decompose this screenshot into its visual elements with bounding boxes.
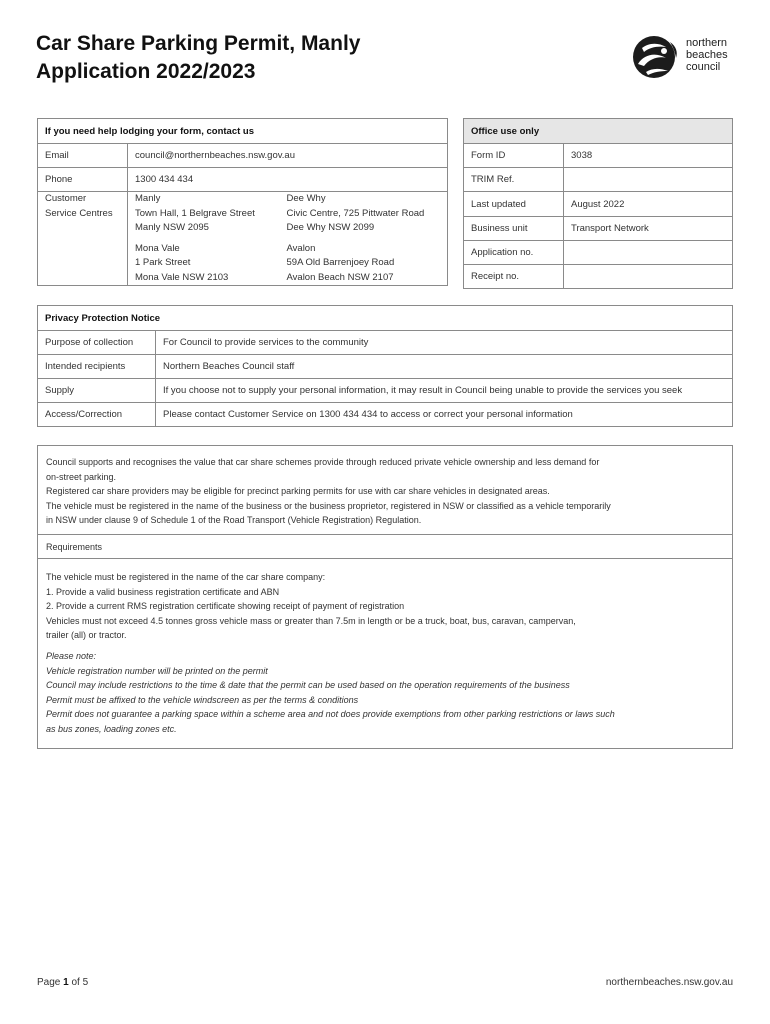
- title-line-1: Car Share Parking Permit, Manly: [36, 32, 361, 55]
- office-heading: Office use only: [464, 119, 733, 144]
- office-row: [464, 144, 733, 168]
- privacy-table: [37, 305, 733, 427]
- office-value: August 2022: [564, 192, 733, 217]
- information-box: [37, 445, 733, 749]
- logo-wordmark: [686, 37, 728, 73]
- centre-dee-why: Dee Why Civic Centre, 725 Pittwater Road Dee Why NSW 2099: [286, 193, 425, 233]
- privacy-heading: Privacy Protection Notice: [38, 306, 733, 331]
- contact-table: [37, 118, 448, 286]
- council-emblem-icon: [630, 34, 682, 80]
- centres-col-1: [128, 192, 280, 286]
- privacy-value: For Council to provide services to the community: [156, 331, 733, 355]
- office-value[interactable]: [564, 265, 733, 289]
- office-row: [464, 192, 733, 217]
- centre-avalon: Avalon 59A Old Barrenjoey Road Avalon Beach NSW 2107: [286, 242, 395, 283]
- office-value: Transport Network: [564, 217, 733, 241]
- logo-line-3: council: [686, 61, 721, 73]
- privacy-row: [38, 331, 733, 355]
- title-line-2: Application 2022/2023: [36, 60, 256, 83]
- current-page: 1: [63, 977, 69, 988]
- privacy-label: Purpose of collection: [38, 331, 156, 355]
- office-row: [464, 265, 733, 289]
- phone-label: Phone: [38, 168, 128, 192]
- office-row: [464, 168, 733, 192]
- centres-label: Customer Service Centres: [38, 192, 128, 286]
- council-logo: [630, 34, 736, 80]
- email-label: Email: [38, 144, 128, 168]
- privacy-label: Supply: [38, 379, 156, 403]
- page-title: [36, 30, 360, 86]
- requirements-heading: Requirements: [38, 534, 732, 559]
- privacy-value: Please contact Customer Service on 1300 434 434 to access or correct your personal information: [156, 403, 733, 427]
- office-value[interactable]: [564, 241, 733, 265]
- privacy-label: Access/Correction: [38, 403, 156, 427]
- office-use-table: [463, 118, 733, 289]
- office-label: Business unit: [464, 217, 564, 241]
- email-value[interactable]: council@northernbeaches.nsw.gov.au: [128, 144, 448, 168]
- logo-line-2: beaches: [686, 49, 728, 61]
- office-row: [464, 241, 733, 265]
- logo-line-1: northern: [686, 37, 727, 49]
- office-value: 3038: [564, 144, 733, 168]
- centre-manly: Manly Town Hall, 1 Belgrave Street Manly NSW 2095: [135, 193, 255, 233]
- privacy-row: [38, 355, 733, 379]
- office-label: TRIM Ref.: [464, 168, 564, 192]
- centre-mona-vale: Mona Vale 1 Park Street Mona Vale NSW 2103: [135, 242, 229, 283]
- notes-list: Please note: Vehicle registration number will be printed on the permit Council may include restrictions to the time & date that the permit can be used based on the operation requirements of the business Permit must be affixed to the vehicle windscreen as per the terms & conditions Permit does not guarantee a parking space within a scheme area and not does provide exemptions from other parking restrictions or laws such as bus zones, loading zones etc.: [46, 651, 615, 734]
- privacy-row: [38, 379, 733, 403]
- requirements-list: The vehicle must be registered in the name of the car share company: 1. Provide a valid business registration certificate and ABN 2. Provide a current RMS registration certificate showing receipt of payment of registration Vehicles must not exceed 4.5 tonnes gross vehicle mass or greater than 7.5m in length or be a truck, boat, bus, caravan, campervan, trailer (all) or tractor.: [46, 572, 576, 641]
- privacy-value: Northern Beaches Council staff: [156, 355, 733, 379]
- contact-heading: If you need help lodging your form, contact us: [38, 119, 448, 144]
- privacy-label: Intended recipients: [38, 355, 156, 379]
- office-label: Receipt no.: [464, 265, 564, 289]
- office-label: Application no.: [464, 241, 564, 265]
- office-label: Form ID: [464, 144, 564, 168]
- intro-paragraph: Council supports and recognises the value that car share schemes provide through reduced private vehicle ownership and less demand for on-street parking. Registered car share providers may be eligible for precinct parking permits for use with car share vehicles in designated areas. The vehicle must be registered in the name of the business or the business proprietor, registered in NSW or classified as a vehicle temporarily in NSW under clause 9 of Schedule 1 of the Road Transport (Vehicle Registration) Regulation.: [46, 457, 611, 526]
- centres-col-2: [280, 192, 448, 286]
- website-link[interactable]: northernbeaches.nsw.gov.au: [605, 977, 733, 988]
- phone-value[interactable]: 1300 434 434: [128, 168, 448, 192]
- privacy-row: [38, 403, 733, 427]
- privacy-value: If you choose not to supply your personal information, it may result in Council being unable to provide the services you seek: [156, 379, 733, 403]
- office-value[interactable]: [564, 168, 733, 192]
- office-row: [464, 217, 733, 241]
- office-label: Last updated: [464, 192, 564, 217]
- page-indicator: Page 1 of 5: [37, 977, 89, 988]
